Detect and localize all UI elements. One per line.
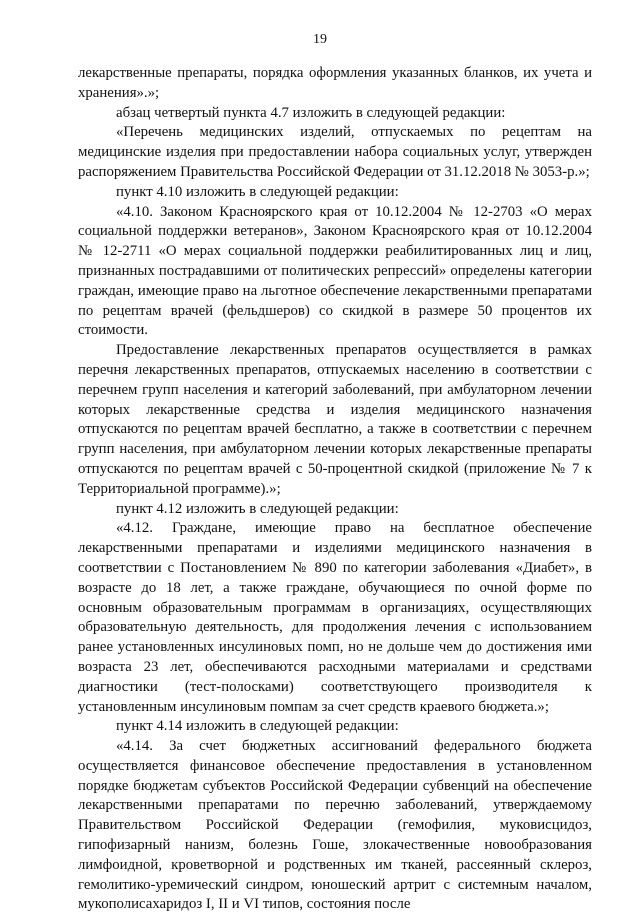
paragraph: лекарственные препараты, порядка оформления указанных бланков, их учета и хранения».»; [78, 65, 592, 101]
paragraph: «4.12. Граждане, имеющие право на бесплатное обеспечение лекарственными препаратами и изделиями медицинского назначения в соответствии с Постановлением № 890 по категории заболевания «Диабет», в возрасте до 18 лет, а также граждане, обучающиеся по очной форме по основным образовательным программам в организациях, осуществляющих образовательную деятельность, для продолжения лечения с использованием ранее установленных инсулиновых помп, но не дольше чем до достижения ими возраста 23 лет, обеспечиваются расходными материалами и средствами диагностики (тест-полосками) соответствующего производителя к установленным инсулиновым помпам за счет средств краевого бюджета.»; [78, 520, 592, 715]
paragraph: пункт 4.12 изложить в следующей редакции: [116, 500, 399, 517]
paragraph: Предоставление лекарственных препаратов осуществляется в рамках перечня лекарственных препаратов, отпускаемых населению в соответствии с перечнем групп населения и категорий заболеваний, при амбулаторном лечении которых лекарственные средства и изделия медицинского назначения отпускаются по рецептам врачей бесплатно, а также в соответствии с перечнем групп населения, при амбулаторном лечении которых лекарственные препараты отпускаются по рецептам врачей с 50-процентной скидкой (приложение № 7 к Территориальной программе).»; [78, 342, 592, 497]
paragraph: пункт 4.14 изложить в следующей редакции: [116, 718, 399, 735]
paragraph: «Перечень медицинских изделий, отпускаемых по рецептам на медицинские изделия при предоставлении набора социальных услуг, утвержден распоряжением Правительства Российской Федерации от 31.12.2018 № 3053-р.»; [78, 124, 592, 180]
paragraph: «4.14. За счет бюджетных ассигнований федерального бюджета осуществляется финансовое обеспечение предоставления в установленном порядке бюджетам субъектов Российской Федерации субвенций на обеспечение лекарственными препаратами по перечню заболеваний, утверждаемому Правительством Российской Федерации (гемофилия, муковисцидоз, гипофизарный нанизм, болезнь Гоше, злокачественные новообразования лимфоидной, кроветворной и родственных им тканей, рассеянный склероз, гемолитико-уремический синдром, юношеский артрит с системным началом, мукополисахаридоз I, II и VI типов, состояния после [78, 738, 592, 913]
document-body [78, 64, 592, 915]
paragraph: пункт 4.10 изложить в следующей редакции: [116, 183, 399, 200]
page-number: 19 [313, 32, 327, 47]
paragraph: «4.10. Законом Красноярского края от 10.12.2004 № 12-2703 «О мерах социальной поддержки ветеранов», Законом Красноярского края от 10.12.2004 № 12-2711 «О мерах социальной поддержки реабилитированных лиц и лиц, признанных пострадавшими от политических репрессий» определены категории граждан, имеющие право на льготное обеспечение лекарственными препаратами по рецептам врачей (фельдшеров) со скидкой в размере 50 процентов их стоимости. [78, 203, 592, 339]
paragraph: абзац четвертый пункта 4.7 изложить в следующей редакции: [116, 104, 506, 121]
